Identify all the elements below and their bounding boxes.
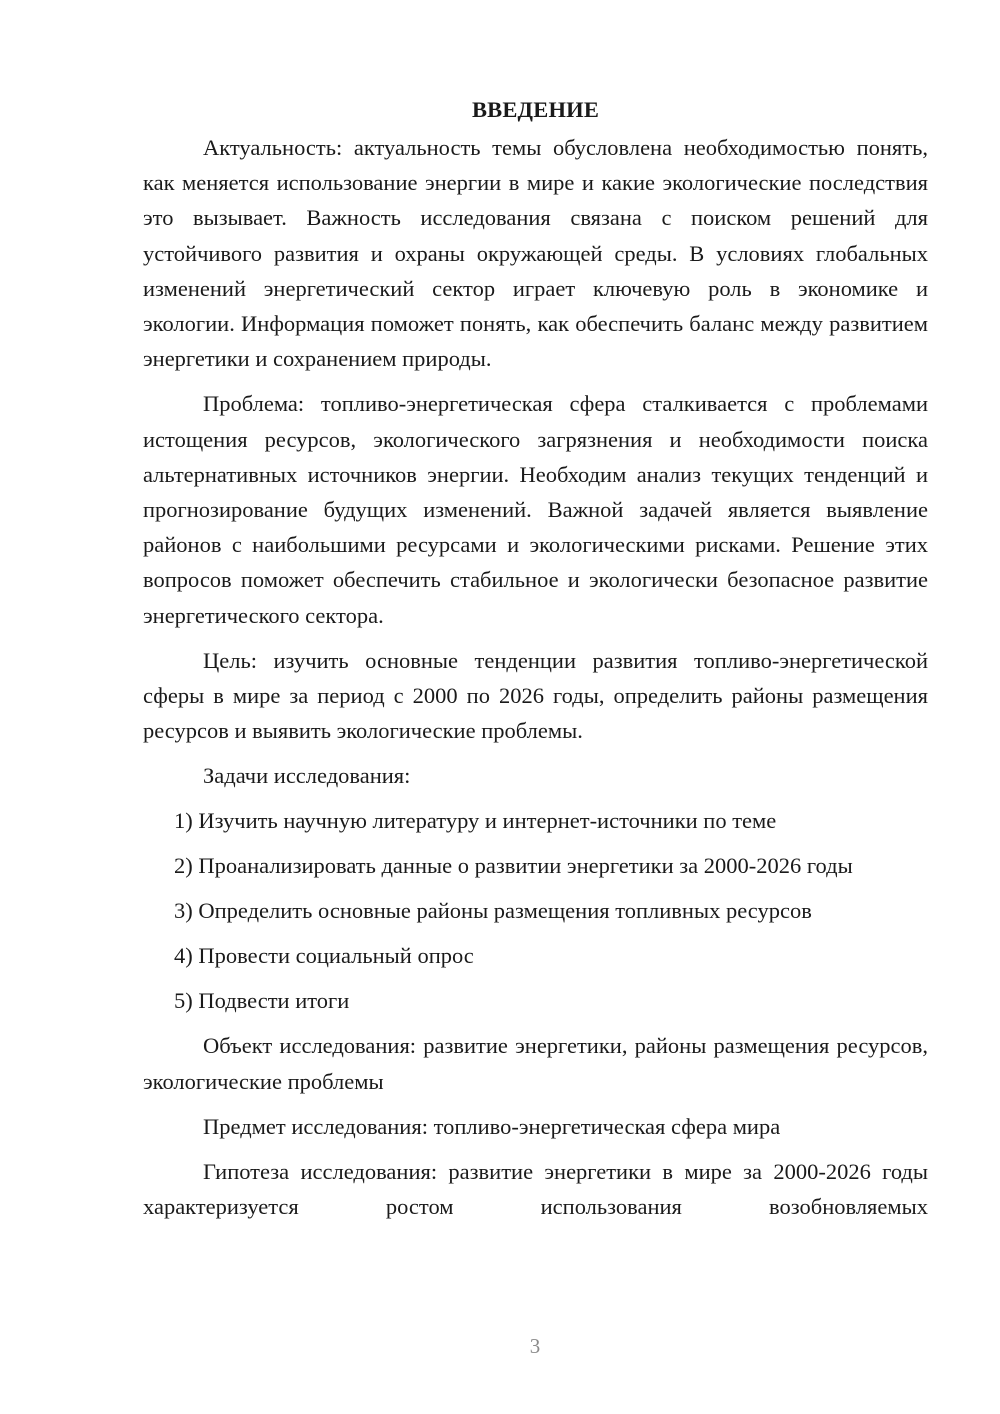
page-number: 3 [529, 1334, 541, 1358]
tasks-list [143, 803, 928, 1018]
paragraph-subject: Предмет исследования: топливо-энергетическая сфера мира [203, 1113, 781, 1139]
list-item: 3) Определить основные районы размещения топливных ресурсов [174, 898, 812, 924]
paragraph-object: Объект исследования: развитие энергетики, районы размещения ресурсов, экологические проблемы [143, 1033, 928, 1094]
list-item: 4) Провести социальный опрос [174, 943, 474, 969]
paragraph-problem: Проблема: топливо-энергетическая сфера сталкивается с проблемами истощения ресурсов, экологического загрязнения и необходимости поиска альтернативных источников энергии. Необходим анализ текущих тенденций и прогнозирование будущих изменений. Важной задачей является выявление районов с наибольшими ресурсами и экологическими рисками. Решение этих вопросов поможет обеспечить стабильное и экологически безопасное развитие энергетического сектора. [143, 391, 928, 628]
document-page [143, 92, 928, 1234]
tasks-heading: Задачи исследования: [203, 763, 411, 789]
paragraph-goal: Цель: изучить основные тенденции развития топливо-энергетической сферы в мире за период с 2000 по 2026 годы, определить районы размещения ресурсов и выявить экологические проблемы. [143, 647, 928, 744]
paragraph-hypothesis: Гипотеза исследования: развитие энергетики в мире за 2000-2026 годы характеризуется ростом использования возобновляемых [143, 1159, 928, 1220]
section-title: ВВЕДЕНИЕ [471, 97, 600, 122]
paragraph-relevance: Актуальность: актуальность темы обусловлена необходимостью понять, как меняется использование энергии в мире и какие экологические последствия это вызывает. Важность исследования связана с поиском решений для устойчивого развития и охраны окружающей среды. В условиях глобальных изменений энергетический сектор играет ключевую роль в экономике и экологии. Информация поможет понять, как обеспечить баланс между развитием энергетики и сохранением природы. [143, 135, 928, 372]
list-item: 1) Изучить научную литературу и интернет-источники по теме [174, 808, 777, 834]
list-item: 5) Подвести итоги [174, 988, 350, 1014]
list-item: 2) Проанализировать данные о развитии энергетики за 2000-2026 годы [174, 853, 853, 879]
